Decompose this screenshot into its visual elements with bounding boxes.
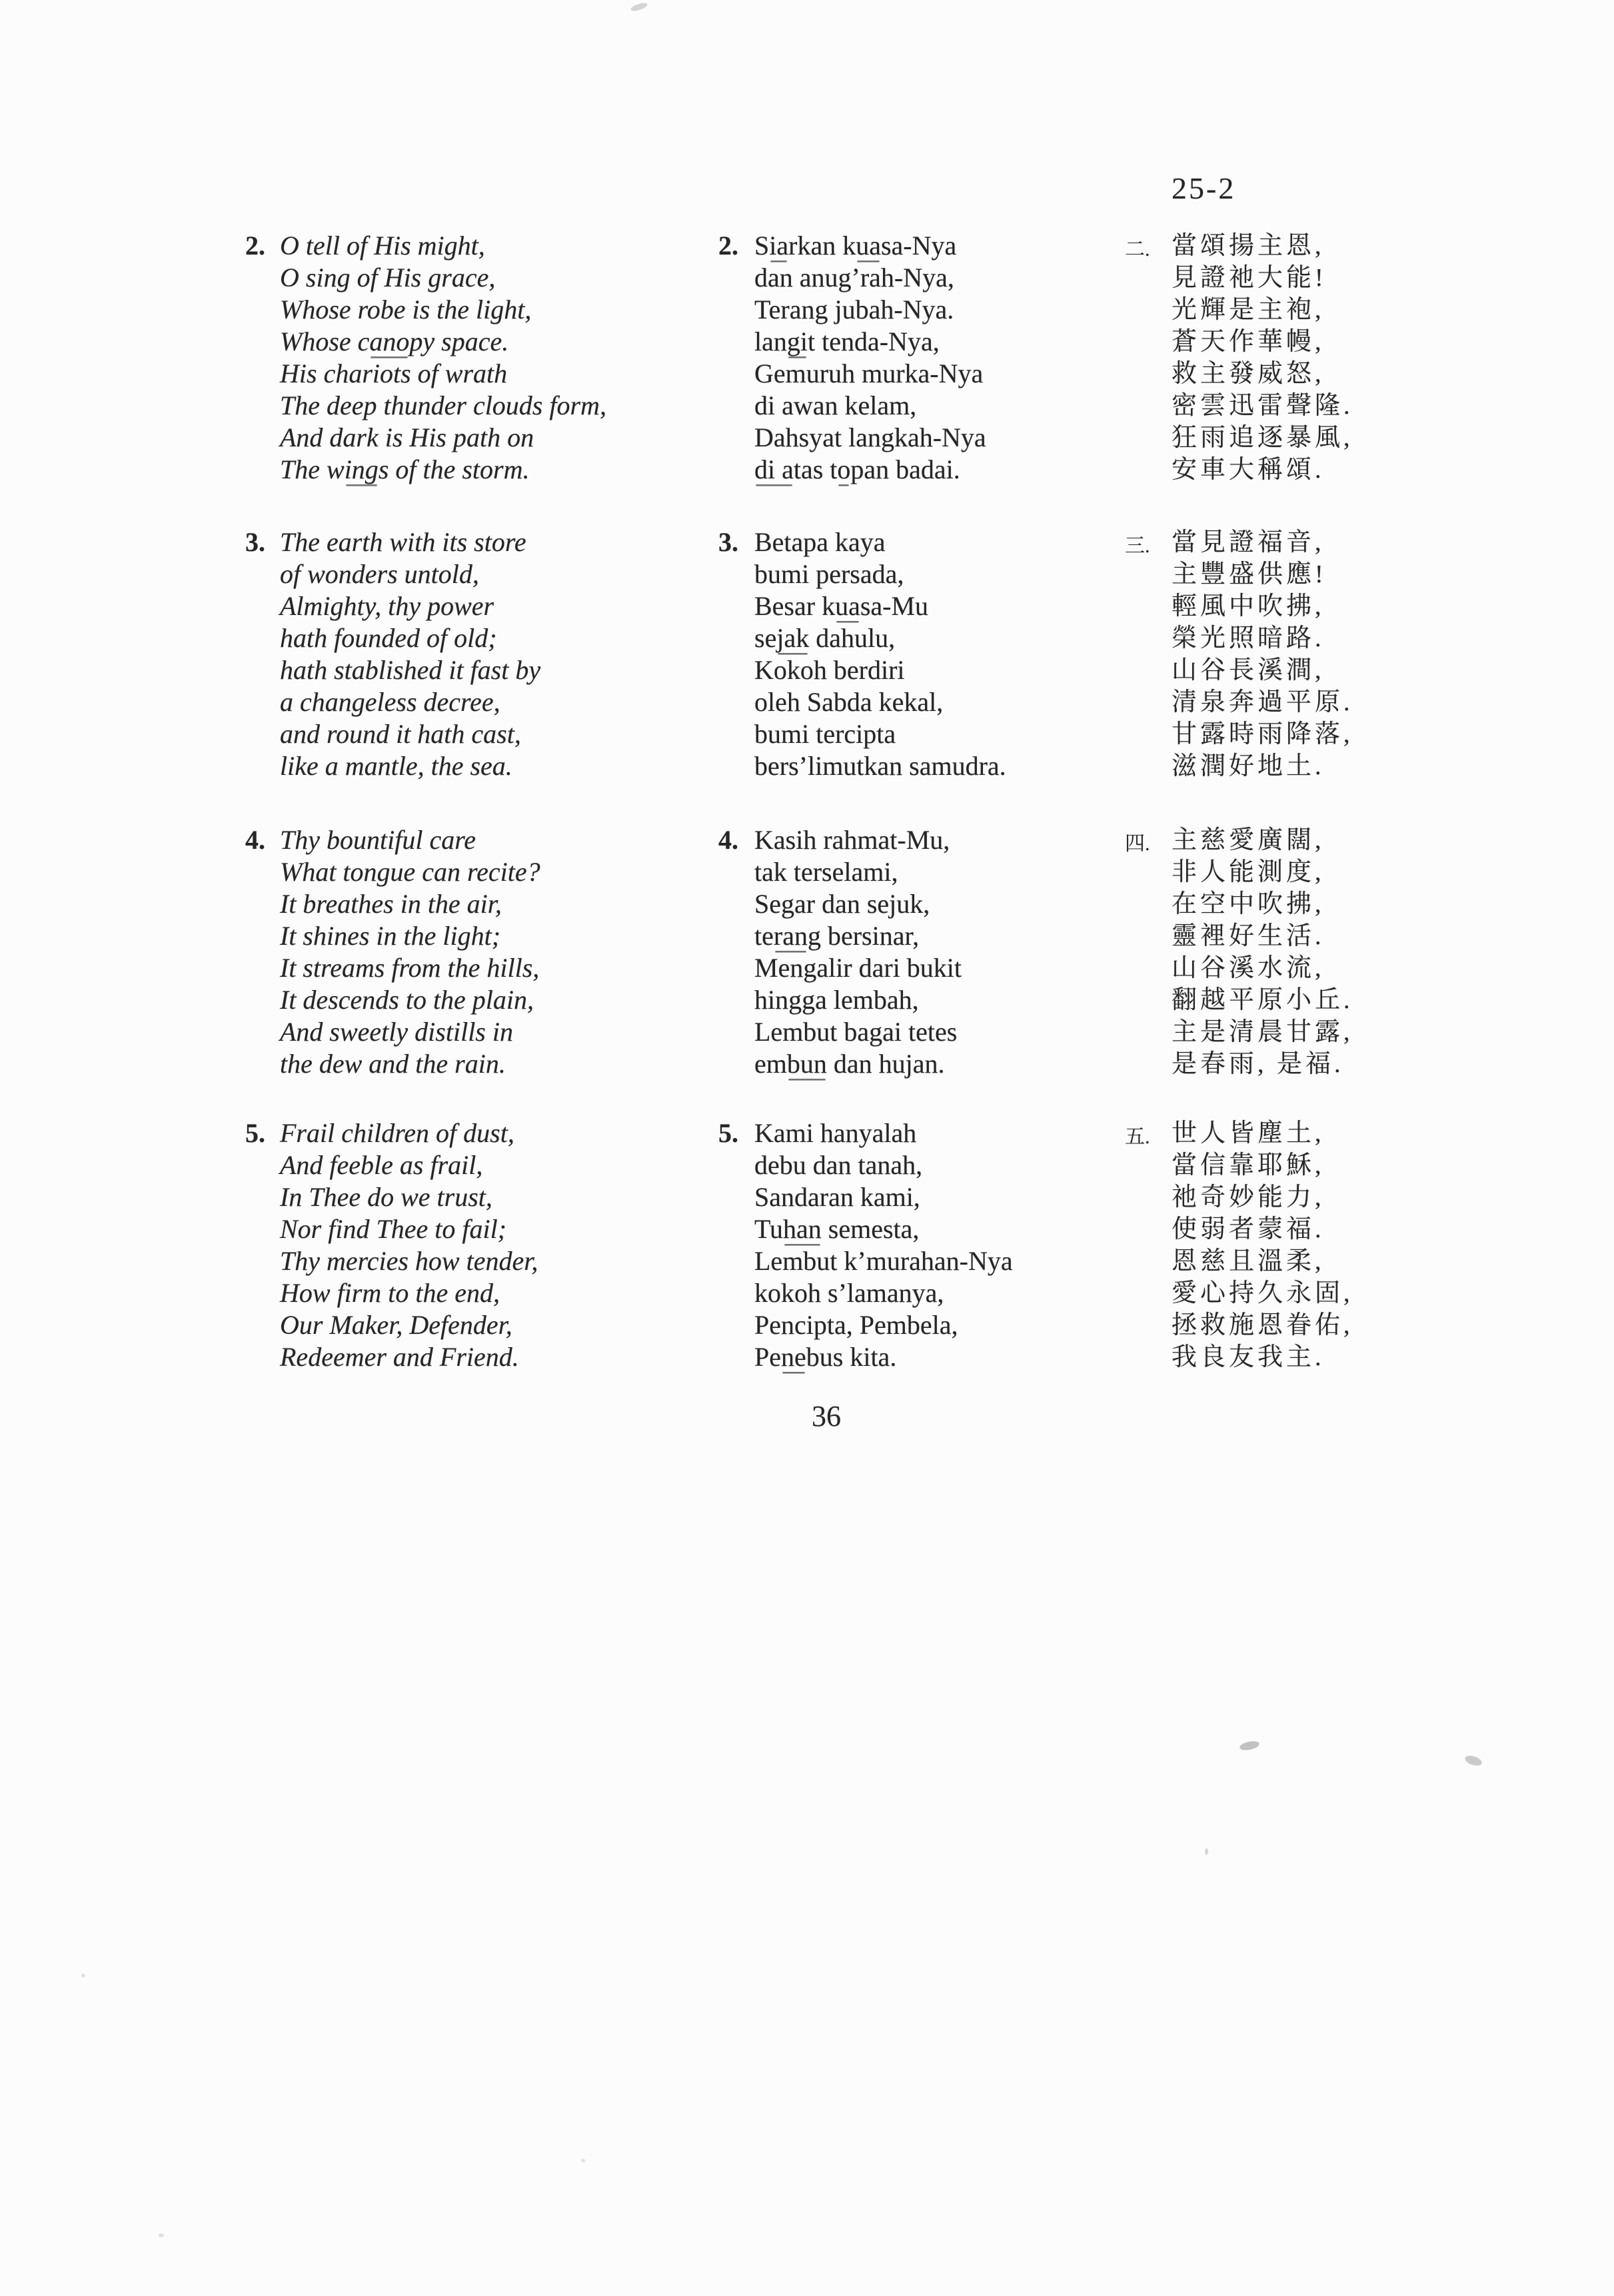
pencil-underline: han: [783, 1214, 822, 1244]
verse-line: di atas topan badai.: [754, 454, 960, 484]
verse-line: Nor find Thee to fail;: [280, 1214, 506, 1244]
verse-line: sejak dahulu,: [754, 623, 896, 653]
verse-number-indonesian: 3.: [718, 527, 738, 557]
verse-line: 狂雨追逐暴風,: [1172, 424, 1353, 452]
verse-line: debu dan tanah,: [754, 1150, 923, 1180]
verse-lines-indonesian: [754, 1117, 1013, 1373]
pencil-underline: ano: [369, 326, 410, 356]
verse-line: di awan kelam,: [754, 390, 917, 420]
verse-line: Kokoh berdiri: [754, 655, 905, 685]
verse-line: 當見證福音,: [1172, 528, 1325, 556]
verse-line: hath founded of old;: [280, 623, 497, 653]
pencil-underline: di a: [754, 454, 794, 484]
verse-row: [0, 824, 1614, 1091]
scan-speck: [1239, 1740, 1260, 1752]
verse-line: hingga lembah,: [754, 985, 919, 1015]
verse-line: Betapa kaya: [754, 527, 886, 557]
verse-line: The deep thunder clouds form,: [280, 390, 606, 420]
pencil-underline: ua: [856, 231, 881, 261]
verse-line: 山谷長溪澗,: [1172, 656, 1325, 684]
verse-line: the dew and the rain.: [280, 1049, 506, 1079]
verse-line: 主是清晨甘露,: [1172, 1018, 1353, 1046]
verse-line: 在空中吹拂,: [1172, 890, 1325, 918]
verse-number-chinese: 二.: [1125, 239, 1150, 261]
verse-line: Kasih rahmat-Mu,: [754, 825, 950, 855]
verse-line: 祂奇妙能力,: [1172, 1183, 1325, 1211]
verse-line: oleh Sabda kekal,: [754, 687, 944, 717]
verse-number-chinese: 五.: [1125, 1126, 1150, 1148]
verse-lines-indonesian: [754, 824, 962, 1080]
verse-line: 恩慈且溫柔,: [1172, 1247, 1325, 1275]
verse-line: hath stablished it fast by: [280, 655, 541, 685]
pencil-underline: gi: [786, 326, 808, 356]
pencil-underline: bun: [786, 1049, 827, 1079]
verse-line: O tell of His might,: [280, 231, 485, 261]
verse-line: In Thee do we trust,: [280, 1182, 492, 1212]
scan-speck: [581, 2159, 585, 2163]
scan-speck: [81, 1974, 85, 1978]
verse-line: embun dan hujan.: [754, 1049, 945, 1079]
verse-line: Thy mercies how tender,: [280, 1246, 538, 1276]
verse-row: [0, 1117, 1614, 1384]
verse-line: Lembut k’murahan-Nya: [754, 1246, 1013, 1276]
verse-line: Whose robe is the light,: [280, 294, 532, 324]
verse-line: 安車大稱頌.: [1172, 456, 1325, 484]
verse-number-indonesian: 5.: [718, 1118, 738, 1148]
pencil-underline: ne: [781, 1342, 806, 1372]
verse-lines-english: [280, 526, 540, 782]
verse-number-english: 4.: [245, 825, 265, 855]
verse-line: Siarkan kuasa-Nya: [754, 231, 957, 261]
verse-line: 翻越平原小丘.: [1172, 986, 1353, 1014]
verse-line: 主慈愛廣闊,: [1172, 826, 1325, 854]
verse-number-chinese: 三.: [1125, 535, 1150, 557]
scan-speck: [630, 1, 648, 13]
verse-lines-chinese: [1172, 526, 1353, 782]
verse-line: 清泉奔過平原.: [1172, 688, 1353, 716]
verse-lines-indonesian: [754, 230, 986, 486]
verse-line: Pencipta, Pembela,: [754, 1310, 958, 1340]
verse-line: Sandaran kami,: [754, 1182, 920, 1212]
verse-lines-english: [280, 824, 540, 1080]
verse-line: Mengalir dari bukit: [754, 953, 962, 983]
verse-number-english: 2.: [245, 231, 265, 261]
verse-line: a changeless decree,: [280, 687, 500, 717]
verse-line: Thy bountiful care: [280, 825, 476, 855]
verse-row: [0, 230, 1614, 496]
verse-line: Gemuruh murka-Nya: [754, 358, 984, 388]
verse-line: 甘露時雨降落,: [1172, 720, 1353, 748]
verse-number-indonesian: 2.: [718, 231, 738, 261]
verse-row: [0, 526, 1614, 793]
verse-line: It streams from the hills,: [280, 953, 540, 983]
verse-line: Kami hanyalah: [754, 1118, 917, 1148]
verse-line: Almighty, thy power: [280, 591, 494, 621]
verse-line: 輕風中吹拂,: [1172, 592, 1325, 620]
verse-line: Whose canopy space.: [280, 326, 509, 356]
verse-line: 當信靠耶穌,: [1172, 1151, 1325, 1179]
verse-lines-english: [280, 1117, 538, 1373]
verse-lines-chinese: [1172, 1117, 1353, 1373]
verse-line: Tuhan semesta,: [754, 1214, 920, 1244]
verse-line: of wonders untold,: [280, 559, 479, 589]
scan-speck: [159, 2233, 164, 2237]
verse-number-indonesian: 4.: [718, 825, 738, 855]
pencil-underline: ran: [773, 921, 808, 951]
verse-lines-chinese: [1172, 824, 1353, 1080]
verse-line: 是春雨, 是福.: [1172, 1050, 1344, 1078]
verse-line: 使弱者蒙福.: [1172, 1215, 1325, 1243]
verse-line: It shines in the light;: [280, 921, 501, 951]
verse-line: 光輝是主袍,: [1172, 296, 1325, 324]
verse-line: Penebus kita.: [754, 1342, 897, 1372]
pencil-underline: jak: [776, 623, 810, 653]
verse-line: How firm to the end,: [280, 1278, 500, 1308]
verse-line: 主豐盛供應!: [1172, 560, 1327, 588]
pencil-underline: ua: [835, 591, 860, 621]
verse-number-chinese: 四.: [1125, 833, 1150, 855]
verse-line: Lembut bagai tetes: [754, 1017, 958, 1047]
verse-line: It breathes in the air,: [280, 889, 502, 919]
verse-line: bers’limutkan samudra.: [754, 751, 1006, 781]
pencil-underline: ia: [769, 231, 789, 261]
verse-line: And feeble as frail,: [280, 1150, 483, 1180]
verse-line: And sweetly distills in: [280, 1017, 513, 1047]
verse-line: Terang jubah-Nya.: [754, 294, 954, 324]
verse-lines-english: [280, 230, 606, 486]
verse-line: O sing of His grace,: [280, 263, 496, 292]
pencil-underline: ing: [344, 454, 379, 484]
hymn-number: 25-2: [1172, 171, 1236, 205]
verse-line: 見證祂大能!: [1172, 264, 1327, 292]
verse-line: The earth with its store: [280, 527, 526, 557]
verse-line: 我良友我主.: [1172, 1343, 1325, 1371]
verse-line: 愛心持久永固,: [1172, 1279, 1353, 1307]
verse-line: 當頌揚主恩,: [1172, 232, 1325, 260]
verse-line: langit tenda-Nya,: [754, 326, 940, 356]
verse-line: bumi tercipta: [754, 719, 896, 749]
verse-line: bumi persada,: [754, 559, 904, 589]
verse-lines-indonesian: [754, 526, 1006, 782]
verse-line: 救主發威怒,: [1172, 360, 1325, 388]
page-number: 36: [812, 1400, 841, 1433]
verse-line: 拯救施恩眷佑,: [1172, 1311, 1353, 1339]
verse-line: Segar dan sejuk,: [754, 889, 930, 919]
verse-line: 榮光照暗路.: [1172, 624, 1325, 652]
verse-line: Redeemer and Friend.: [280, 1342, 519, 1372]
verse-line: And dark is His path on: [280, 422, 534, 452]
verse-number-english: 3.: [245, 527, 265, 557]
scan-speck: [1205, 1848, 1208, 1855]
pencil-underline: o: [837, 454, 851, 484]
verse-line: 蒼天作華幔,: [1172, 328, 1325, 356]
verse-line: Frail children of dust,: [280, 1118, 514, 1148]
verse-line: The wings of the storm.: [280, 454, 530, 484]
verse-line: like a mantle, the sea.: [280, 751, 512, 781]
verse-line: 世人皆塵土,: [1172, 1119, 1325, 1147]
verse-line: 山谷溪水流,: [1172, 954, 1325, 982]
scan-speck: [1464, 1754, 1483, 1767]
verse-line: What tongue can recite?: [280, 857, 540, 887]
verse-line: 非人能測度,: [1172, 858, 1325, 886]
verse-line: dan anug’rah-Nya,: [754, 263, 954, 292]
verse-line: 密雲迅雷聲隆.: [1172, 392, 1353, 420]
verse-line: Our Maker, Defender,: [280, 1310, 512, 1340]
verse-line: tak terselami,: [754, 857, 898, 887]
verse-line: His chariots of wrath: [280, 358, 508, 388]
verse-number-english: 5.: [245, 1118, 265, 1148]
verse-line: It descends to the plain,: [280, 985, 534, 1015]
verse-line: kokoh s’lamanya,: [754, 1278, 944, 1308]
verse-line: 靈裡好生活.: [1172, 922, 1325, 950]
verse-line: Besar kuasa-Mu: [754, 591, 929, 621]
verse-line: and round it hath cast,: [280, 719, 521, 749]
verse-line: Dahsyat langkah-Nya: [754, 422, 986, 452]
verse-lines-chinese: [1172, 230, 1353, 486]
verse-line: terang bersinar,: [754, 921, 920, 951]
verse-line: 滋潤好地土.: [1172, 752, 1325, 780]
